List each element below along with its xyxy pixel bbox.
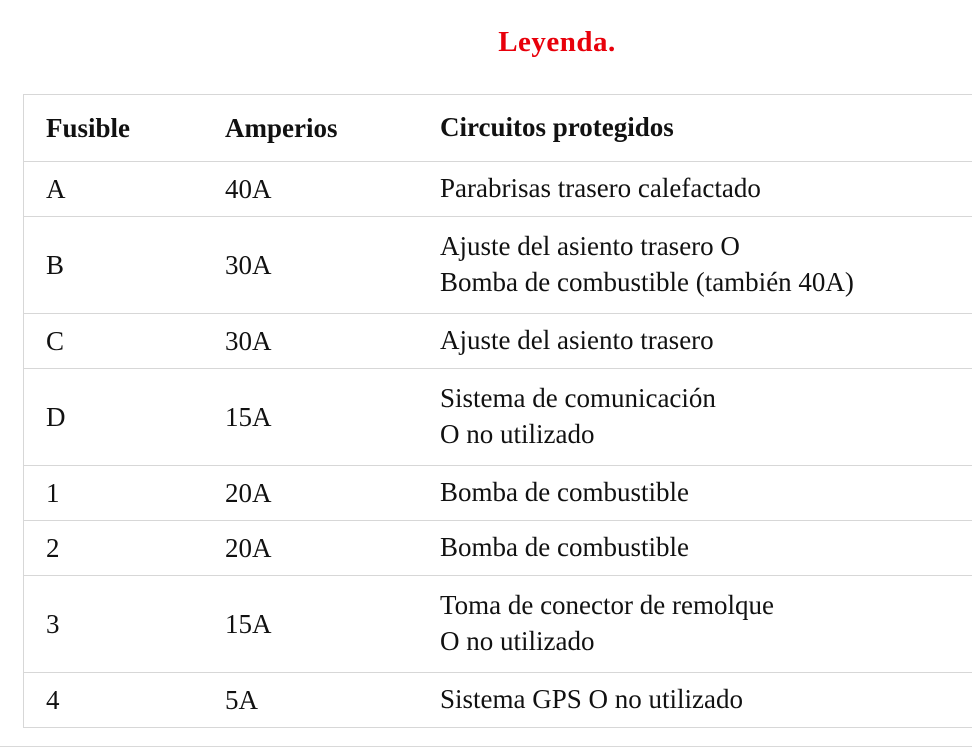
fuse-cell: 3 <box>24 576 201 673</box>
circuits-cell <box>421 466 972 521</box>
table-row <box>24 217 972 314</box>
circuit-line: Ajuste del asiento trasero O <box>440 231 740 262</box>
fuse-cell: C <box>24 314 201 369</box>
fuse-cell: 1 <box>24 466 201 521</box>
circuits-cell <box>421 576 972 673</box>
circuits-cell <box>421 673 972 728</box>
circuits-cell <box>421 369 972 466</box>
amps-cell: 40A <box>200 162 421 217</box>
fuse-cell: 4 <box>24 673 201 728</box>
table-row <box>24 369 972 466</box>
table-row <box>24 576 972 673</box>
legend-title: Leyenda. <box>498 26 616 58</box>
amps-cell: 30A <box>200 314 421 369</box>
circuit-line: Sistema GPS O no utilizado <box>440 684 743 715</box>
circuits-cell <box>421 217 972 314</box>
circuit-line: Ajuste del asiento trasero <box>440 325 714 356</box>
table-body <box>24 162 972 728</box>
table-row <box>24 673 972 728</box>
circuit-line: Parabrisas trasero calefactado <box>440 173 761 204</box>
amps-cell: 20A <box>200 466 421 521</box>
table-row <box>24 466 972 521</box>
circuits-cell <box>421 162 972 217</box>
circuit-line: O no utilizado <box>440 419 595 449</box>
fuse-table <box>23 94 972 728</box>
header-amperios: Amperios <box>200 95 421 162</box>
amps-cell: 30A <box>200 217 421 314</box>
circuits-cell <box>421 521 972 576</box>
header-circuitos-protegidos: Circuitos protegidos <box>421 95 972 162</box>
fuse-cell: D <box>24 369 201 466</box>
table-header-row <box>24 95 972 162</box>
table-row <box>24 314 972 369</box>
table-row <box>24 162 972 217</box>
amps-cell: 5A <box>200 673 421 728</box>
circuit-line: Sistema de comunicación <box>440 383 716 414</box>
header-fusible: Fusible <box>24 95 201 162</box>
circuit-line: Bomba de combustible <box>440 532 689 563</box>
fuse-cell: 2 <box>24 521 201 576</box>
amps-cell: 15A <box>200 576 421 673</box>
amps-cell: 15A <box>200 369 421 466</box>
fuse-cell: A <box>24 162 201 217</box>
amps-cell: 20A <box>200 521 421 576</box>
circuit-line: Bomba de combustible (también 40A) <box>440 267 854 297</box>
circuit-line: Bomba de combustible <box>440 477 689 508</box>
circuit-line: Toma de conector de remolque <box>440 590 774 621</box>
circuit-line: O no utilizado <box>440 626 595 656</box>
page-divider <box>0 746 972 747</box>
table-row <box>24 521 972 576</box>
circuits-cell <box>421 314 972 369</box>
fuse-cell: B <box>24 217 201 314</box>
